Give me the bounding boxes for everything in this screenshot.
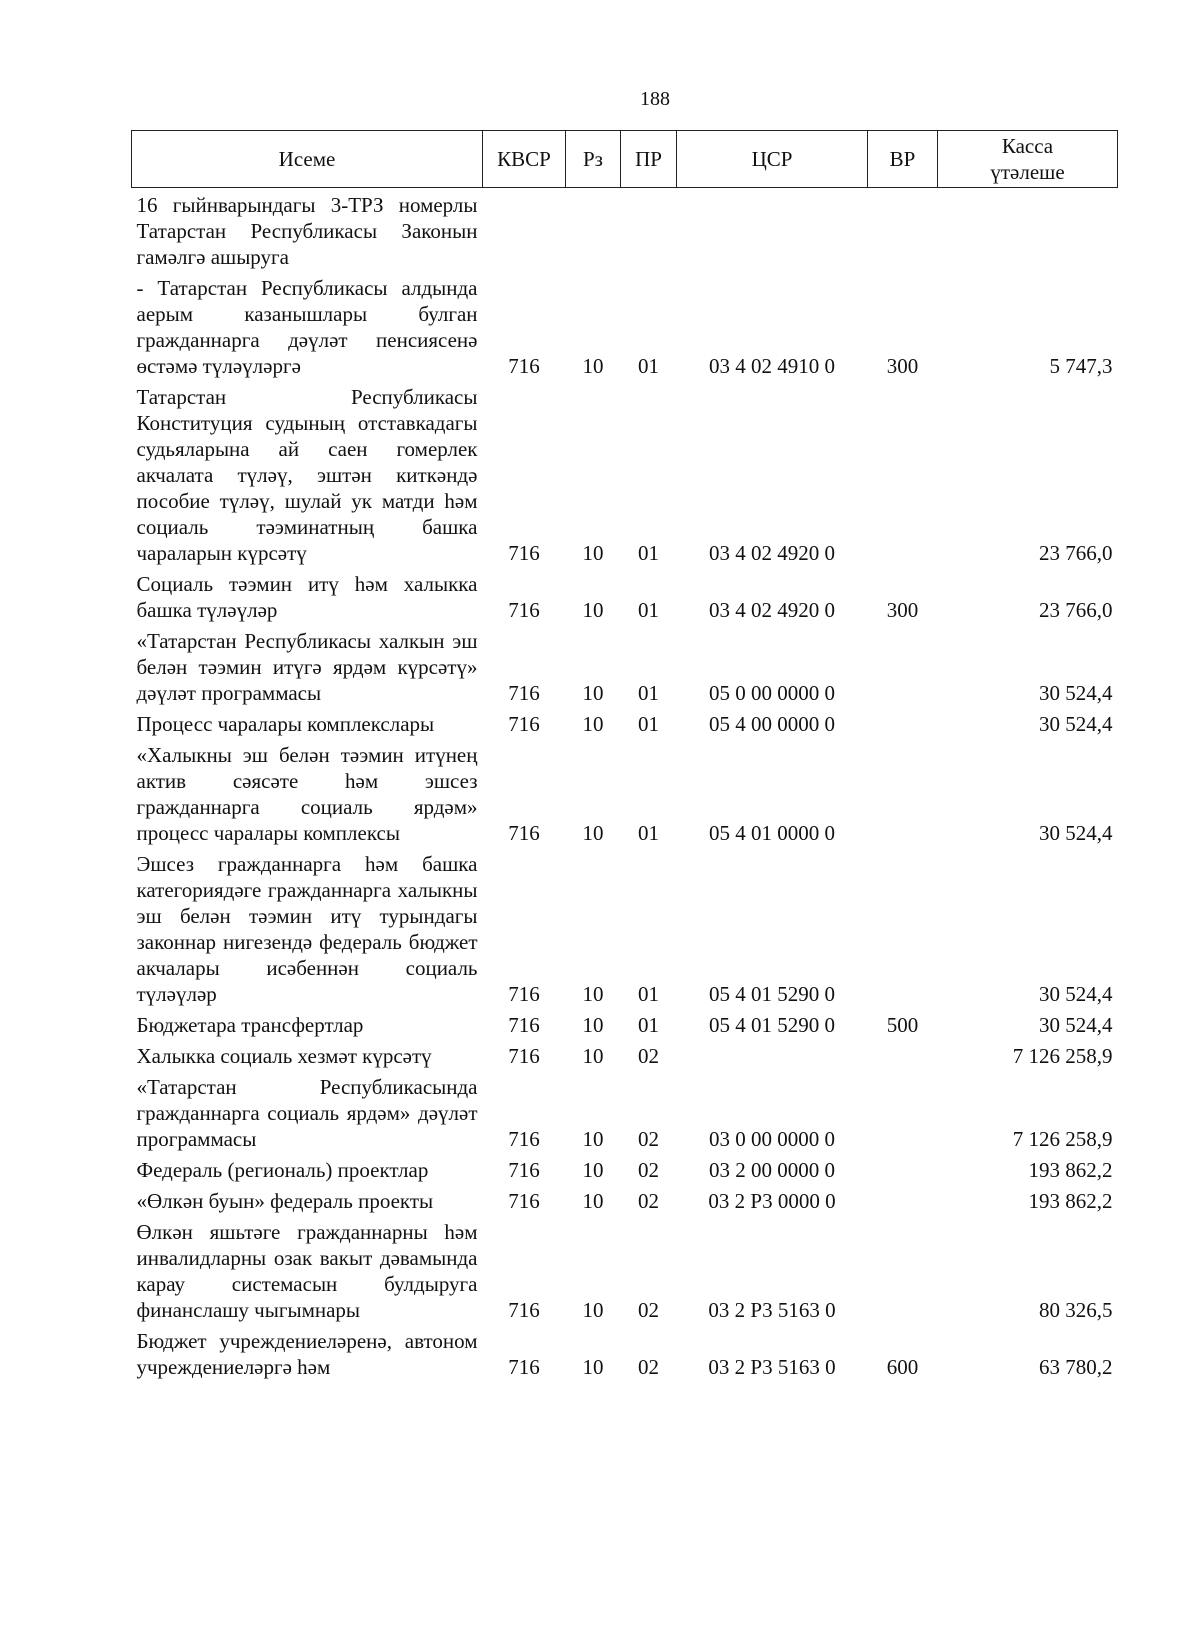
table-row bbox=[132, 1184, 1118, 1215]
header-amount bbox=[938, 131, 1118, 188]
cell-amount: 5 747,3 bbox=[1049, 354, 1113, 378]
table-row bbox=[132, 380, 1118, 567]
cell-amount: 193 862,2 bbox=[1028, 1189, 1113, 1213]
cell-vr bbox=[868, 847, 938, 1008]
cell-pr: 01 bbox=[638, 354, 659, 378]
cell-csr: 03 0 00 0000 0 bbox=[709, 1127, 835, 1151]
cell-pr: 01 bbox=[638, 712, 659, 736]
cell-amount: 23 766,0 bbox=[1039, 598, 1113, 622]
cell-kvsr: 716 bbox=[508, 1355, 540, 1379]
cell-name: Халыкка социаль хезмәт күрсәтү bbox=[136, 1044, 432, 1068]
cell-pr: 02 bbox=[638, 1044, 659, 1068]
cell-name: Социаль тәэмин итү һәм халыкка башка түләүләр bbox=[136, 572, 478, 622]
cell-rz: 10 bbox=[582, 354, 604, 378]
cell-csr: 03 2 Р3 5163 0 bbox=[708, 1355, 836, 1379]
cell-pr: 02 bbox=[638, 1158, 659, 1182]
cell-amount: 7 126 258,9 bbox=[1012, 1127, 1113, 1151]
table-row bbox=[132, 1153, 1118, 1184]
header-amount-line1: Касса bbox=[1001, 134, 1054, 158]
cell-vr bbox=[868, 1215, 938, 1324]
header-amount-line2: үтәлеше bbox=[990, 160, 1065, 184]
table-row bbox=[132, 567, 1118, 624]
cell-rz: 10 bbox=[582, 1044, 604, 1068]
cell-vr bbox=[868, 624, 938, 707]
cell-pr: 01 bbox=[638, 1013, 659, 1037]
table-body bbox=[132, 188, 1118, 1382]
cell-pr: 01 bbox=[638, 598, 659, 622]
cell-name: «Татарстан Республикасы халкын эш белән тәэмин итүгә ярдәм күрсәтү» дәүләт программасы bbox=[136, 629, 478, 705]
cell-amount: 30 524,4 bbox=[1039, 982, 1113, 1006]
cell-name: «Татарстан Республикасында гражданнарга социаль ярдәм» дәүләт программасы bbox=[136, 1075, 478, 1151]
cell-pr: 02 bbox=[638, 1355, 659, 1379]
table-row bbox=[132, 1039, 1118, 1070]
cell-vr bbox=[868, 1039, 938, 1070]
cell-rz: 10 bbox=[582, 712, 604, 736]
cell-rz: 10 bbox=[582, 541, 604, 565]
cell-amount: 30 524,4 bbox=[1039, 712, 1113, 736]
cell-rz: 10 bbox=[582, 1355, 604, 1379]
cell-kvsr bbox=[483, 188, 566, 272]
cell-pr: 02 bbox=[638, 1189, 659, 1213]
cell-vr bbox=[868, 380, 938, 567]
cell-kvsr: 716 bbox=[508, 681, 540, 705]
cell-vr bbox=[868, 1153, 938, 1184]
cell-name: 16 гыйнварындагы 3-ТРЗ номерлы Татарстан Республикасы Законын гамәлгә ашыруга bbox=[136, 193, 478, 269]
cell-kvsr: 716 bbox=[508, 1189, 540, 1213]
cell-kvsr: 716 bbox=[508, 1298, 540, 1322]
cell-kvsr: 716 bbox=[508, 1044, 540, 1068]
cell-amount bbox=[938, 188, 1118, 272]
cell-csr: 03 2 Р3 0000 0 bbox=[708, 1189, 836, 1213]
cell-rz: 10 bbox=[582, 1158, 604, 1182]
cell-csr: 05 0 00 0000 0 bbox=[709, 681, 835, 705]
cell-name: Эшсез гражданнарга һәм башка категориядәге гражданнарга халыкны эш белән тәэмин итү турындагы законнар нигезендә федераль бюджет акчалары исәбеннән социаль түләүләр bbox=[136, 852, 478, 1006]
cell-name: Федераль (региональ) проектлар bbox=[136, 1158, 429, 1182]
cell-kvsr: 716 bbox=[508, 354, 540, 378]
cell-vr bbox=[868, 1070, 938, 1153]
cell-rz: 10 bbox=[582, 1189, 604, 1213]
cell-csr: 05 4 01 5290 0 bbox=[709, 1013, 835, 1037]
header-pr: ПР bbox=[621, 131, 677, 188]
cell-csr: 03 2 00 0000 0 bbox=[709, 1158, 835, 1182]
cell-csr: 05 4 01 0000 0 bbox=[709, 821, 835, 845]
cell-rz: 10 bbox=[582, 1127, 604, 1151]
cell-pr: 02 bbox=[638, 1298, 659, 1322]
cell-amount: 30 524,4 bbox=[1039, 821, 1113, 845]
header-rz: Рз bbox=[566, 131, 621, 188]
cell-csr: 03 4 02 4910 0 bbox=[709, 354, 835, 378]
table-header bbox=[132, 131, 1118, 188]
page-number: 188 bbox=[640, 88, 670, 110]
cell-rz: 10 bbox=[582, 598, 604, 622]
header-vr: ВР bbox=[868, 131, 938, 188]
table-row bbox=[132, 1070, 1118, 1153]
cell-amount: 30 524,4 bbox=[1039, 1013, 1113, 1037]
cell-name: Бюджет учреждениеләренә, автоном учреждениеләргә һәм bbox=[136, 1329, 478, 1379]
cell-name: Өлкән яшьтәге гражданнарны һәм инвалидларны озак вакыт дәвамында карау системасын булдыруга финанслашу чыгымнары bbox=[136, 1220, 478, 1322]
cell-rz: 10 bbox=[582, 681, 604, 705]
cell-vr bbox=[868, 1184, 938, 1215]
cell-kvsr: 716 bbox=[508, 712, 540, 736]
cell-amount: 63 780,2 bbox=[1039, 1355, 1113, 1379]
cell-csr bbox=[677, 1039, 868, 1070]
cell-name: «Халыкны эш белән тәэмин итүнең актив сәясәте һәм эшсез гражданнарга социаль ярдәм» процесс чаралары комплексы bbox=[136, 743, 478, 845]
cell-name: Бюджетара трансфертлар bbox=[136, 1013, 364, 1037]
cell-vr bbox=[868, 738, 938, 847]
cell-rz: 10 bbox=[582, 1013, 604, 1037]
cell-csr: 05 4 01 5290 0 bbox=[709, 982, 835, 1006]
cell-csr bbox=[677, 188, 868, 272]
cell-rz: 10 bbox=[582, 821, 604, 845]
cell-amount: 30 524,4 bbox=[1039, 681, 1113, 705]
cell-kvsr: 716 bbox=[508, 1127, 540, 1151]
cell-amount: 193 862,2 bbox=[1028, 1158, 1113, 1182]
table-row bbox=[132, 707, 1118, 738]
cell-amount: 80 326,5 bbox=[1039, 1298, 1113, 1322]
cell-vr: 300 bbox=[886, 354, 919, 378]
header-name: Исеме bbox=[132, 131, 483, 188]
cell-kvsr: 716 bbox=[508, 1158, 540, 1182]
cell-vr: 300 bbox=[886, 598, 919, 622]
cell-pr: 01 bbox=[638, 821, 659, 845]
cell-rz bbox=[566, 188, 621, 272]
cell-vr: 500 bbox=[886, 1013, 919, 1037]
budget-table bbox=[131, 130, 1118, 1381]
header-kvsr: КВСР bbox=[483, 131, 566, 188]
cell-kvsr: 716 bbox=[508, 982, 540, 1006]
cell-amount: 23 766,0 bbox=[1039, 541, 1113, 565]
cell-amount: 7 126 258,9 bbox=[1012, 1044, 1113, 1068]
cell-pr: 01 bbox=[638, 541, 659, 565]
cell-pr bbox=[621, 188, 677, 272]
cell-vr bbox=[868, 188, 938, 272]
cell-kvsr: 716 bbox=[508, 541, 540, 565]
cell-rz: 10 bbox=[582, 1298, 604, 1322]
cell-kvsr: 716 bbox=[508, 821, 540, 845]
cell-vr: 600 bbox=[886, 1355, 919, 1379]
cell-rz: 10 bbox=[582, 982, 604, 1006]
cell-name: «Өлкән буын» федераль проекты bbox=[136, 1189, 434, 1213]
cell-kvsr: 716 bbox=[508, 598, 540, 622]
table-row bbox=[132, 1324, 1118, 1381]
table-row bbox=[132, 624, 1118, 707]
cell-csr: 03 4 02 4920 0 bbox=[709, 598, 835, 622]
table-row bbox=[132, 1008, 1118, 1039]
cell-pr: 02 bbox=[638, 1127, 659, 1151]
header-csr: ЦСР bbox=[677, 131, 868, 188]
cell-csr: 05 4 00 0000 0 bbox=[709, 712, 835, 736]
cell-csr: 03 2 Р3 5163 0 bbox=[708, 1298, 836, 1322]
table-row bbox=[132, 188, 1118, 272]
cell-vr bbox=[868, 707, 938, 738]
table-row bbox=[132, 738, 1118, 847]
cell-name: - Татарстан Республикасы алдында аерым казанышлары булган гражданнарга дәүләт пенсиясенә өстәмә түләүләргә bbox=[136, 276, 478, 378]
cell-pr: 01 bbox=[638, 681, 659, 705]
cell-kvsr: 716 bbox=[508, 1013, 540, 1037]
cell-csr: 03 4 02 4920 0 bbox=[709, 541, 835, 565]
table-row bbox=[132, 847, 1118, 1008]
cell-name: Процесс чаралары комплекслары bbox=[136, 712, 435, 736]
cell-name: Татарстан Республикасы Конституция судының отставкадагы судьяларына ай саен гомерлек акчалата түләү, эштән киткәндә пособие түләү, шулай ук матди һәм социаль тәэминатның башка чараларын күрсәтү bbox=[136, 385, 478, 565]
cell-pr: 01 bbox=[638, 982, 659, 1006]
table-row bbox=[132, 271, 1118, 380]
table-row bbox=[132, 1215, 1118, 1324]
